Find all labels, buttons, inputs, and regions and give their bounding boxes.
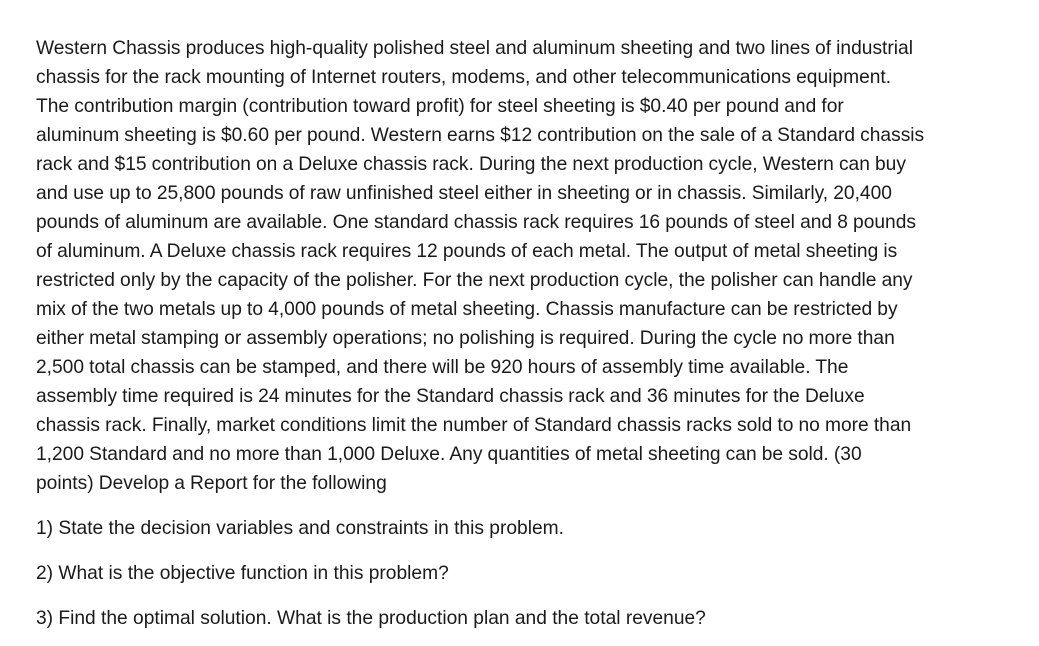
paragraph-line: either metal stamping or assembly operations; no polishing is required. During the cycle no more than [36, 328, 895, 349]
paragraph-line: 2,500 total chassis can be stamped, and there will be 920 hours of assembly time available. The [36, 357, 849, 378]
paragraph-line: pounds of aluminum are available. One standard chassis rack requires 16 pounds of steel and 8 pounds [36, 212, 916, 233]
paragraph-line: and use up to 25,800 pounds of raw unfinished steel either in sheeting or in chassis. Similarly, 20,400 [36, 183, 892, 204]
paragraph-line: mix of the two metals up to 4,000 pounds of metal sheeting. Chassis manufacture can be restricted by [36, 299, 898, 320]
question-2: 2) What is the objective function in this problem? [36, 563, 449, 584]
paragraph-line: aluminum sheeting is $0.60 per pound. Western earns $12 contribution on the sale of a Standard chassis [36, 125, 925, 146]
paragraph-line: 1,200 Standard and no more than 1,000 Deluxe. Any quantities of metal sheeting can be sold. (30 [36, 444, 862, 465]
paragraph-line: assembly time required is 24 minutes for the Standard chassis rack and 36 minutes for the Deluxe [36, 386, 865, 407]
paragraph-line: restricted only by the capacity of the polisher. For the next production cycle, the polisher can handle any [36, 270, 913, 291]
document-page [36, 34, 996, 633]
paragraph-line: of aluminum. A Deluxe chassis rack requires 12 pounds of each metal. The output of metal sheeting is [36, 241, 898, 262]
paragraph-line: rack and $15 contribution on a Deluxe chassis rack. During the next production cycle, Western can buy [36, 154, 906, 175]
paragraph-line: The contribution margin (contribution toward profit) for steel sheeting is $0.40 per pound and for [36, 96, 844, 117]
paragraph-line: Western Chassis produces high-quality polished steel and aluminum sheeting and two lines of industrial [36, 38, 913, 59]
problem-paragraph [36, 34, 996, 498]
paragraph-line: chassis rack. Finally, market conditions limit the number of Standard chassis racks sold to no more than [36, 415, 912, 436]
paragraph-line: chassis for the rack mounting of Internet routers, modems, and other telecommunications equipment. [36, 67, 892, 88]
question-3: 3) Find the optimal solution. What is the production plan and the total revenue? [36, 608, 706, 629]
paragraph-line: points) Develop a Report for the following [36, 473, 387, 494]
question-1: 1) State the decision variables and constraints in this problem. [36, 518, 564, 539]
